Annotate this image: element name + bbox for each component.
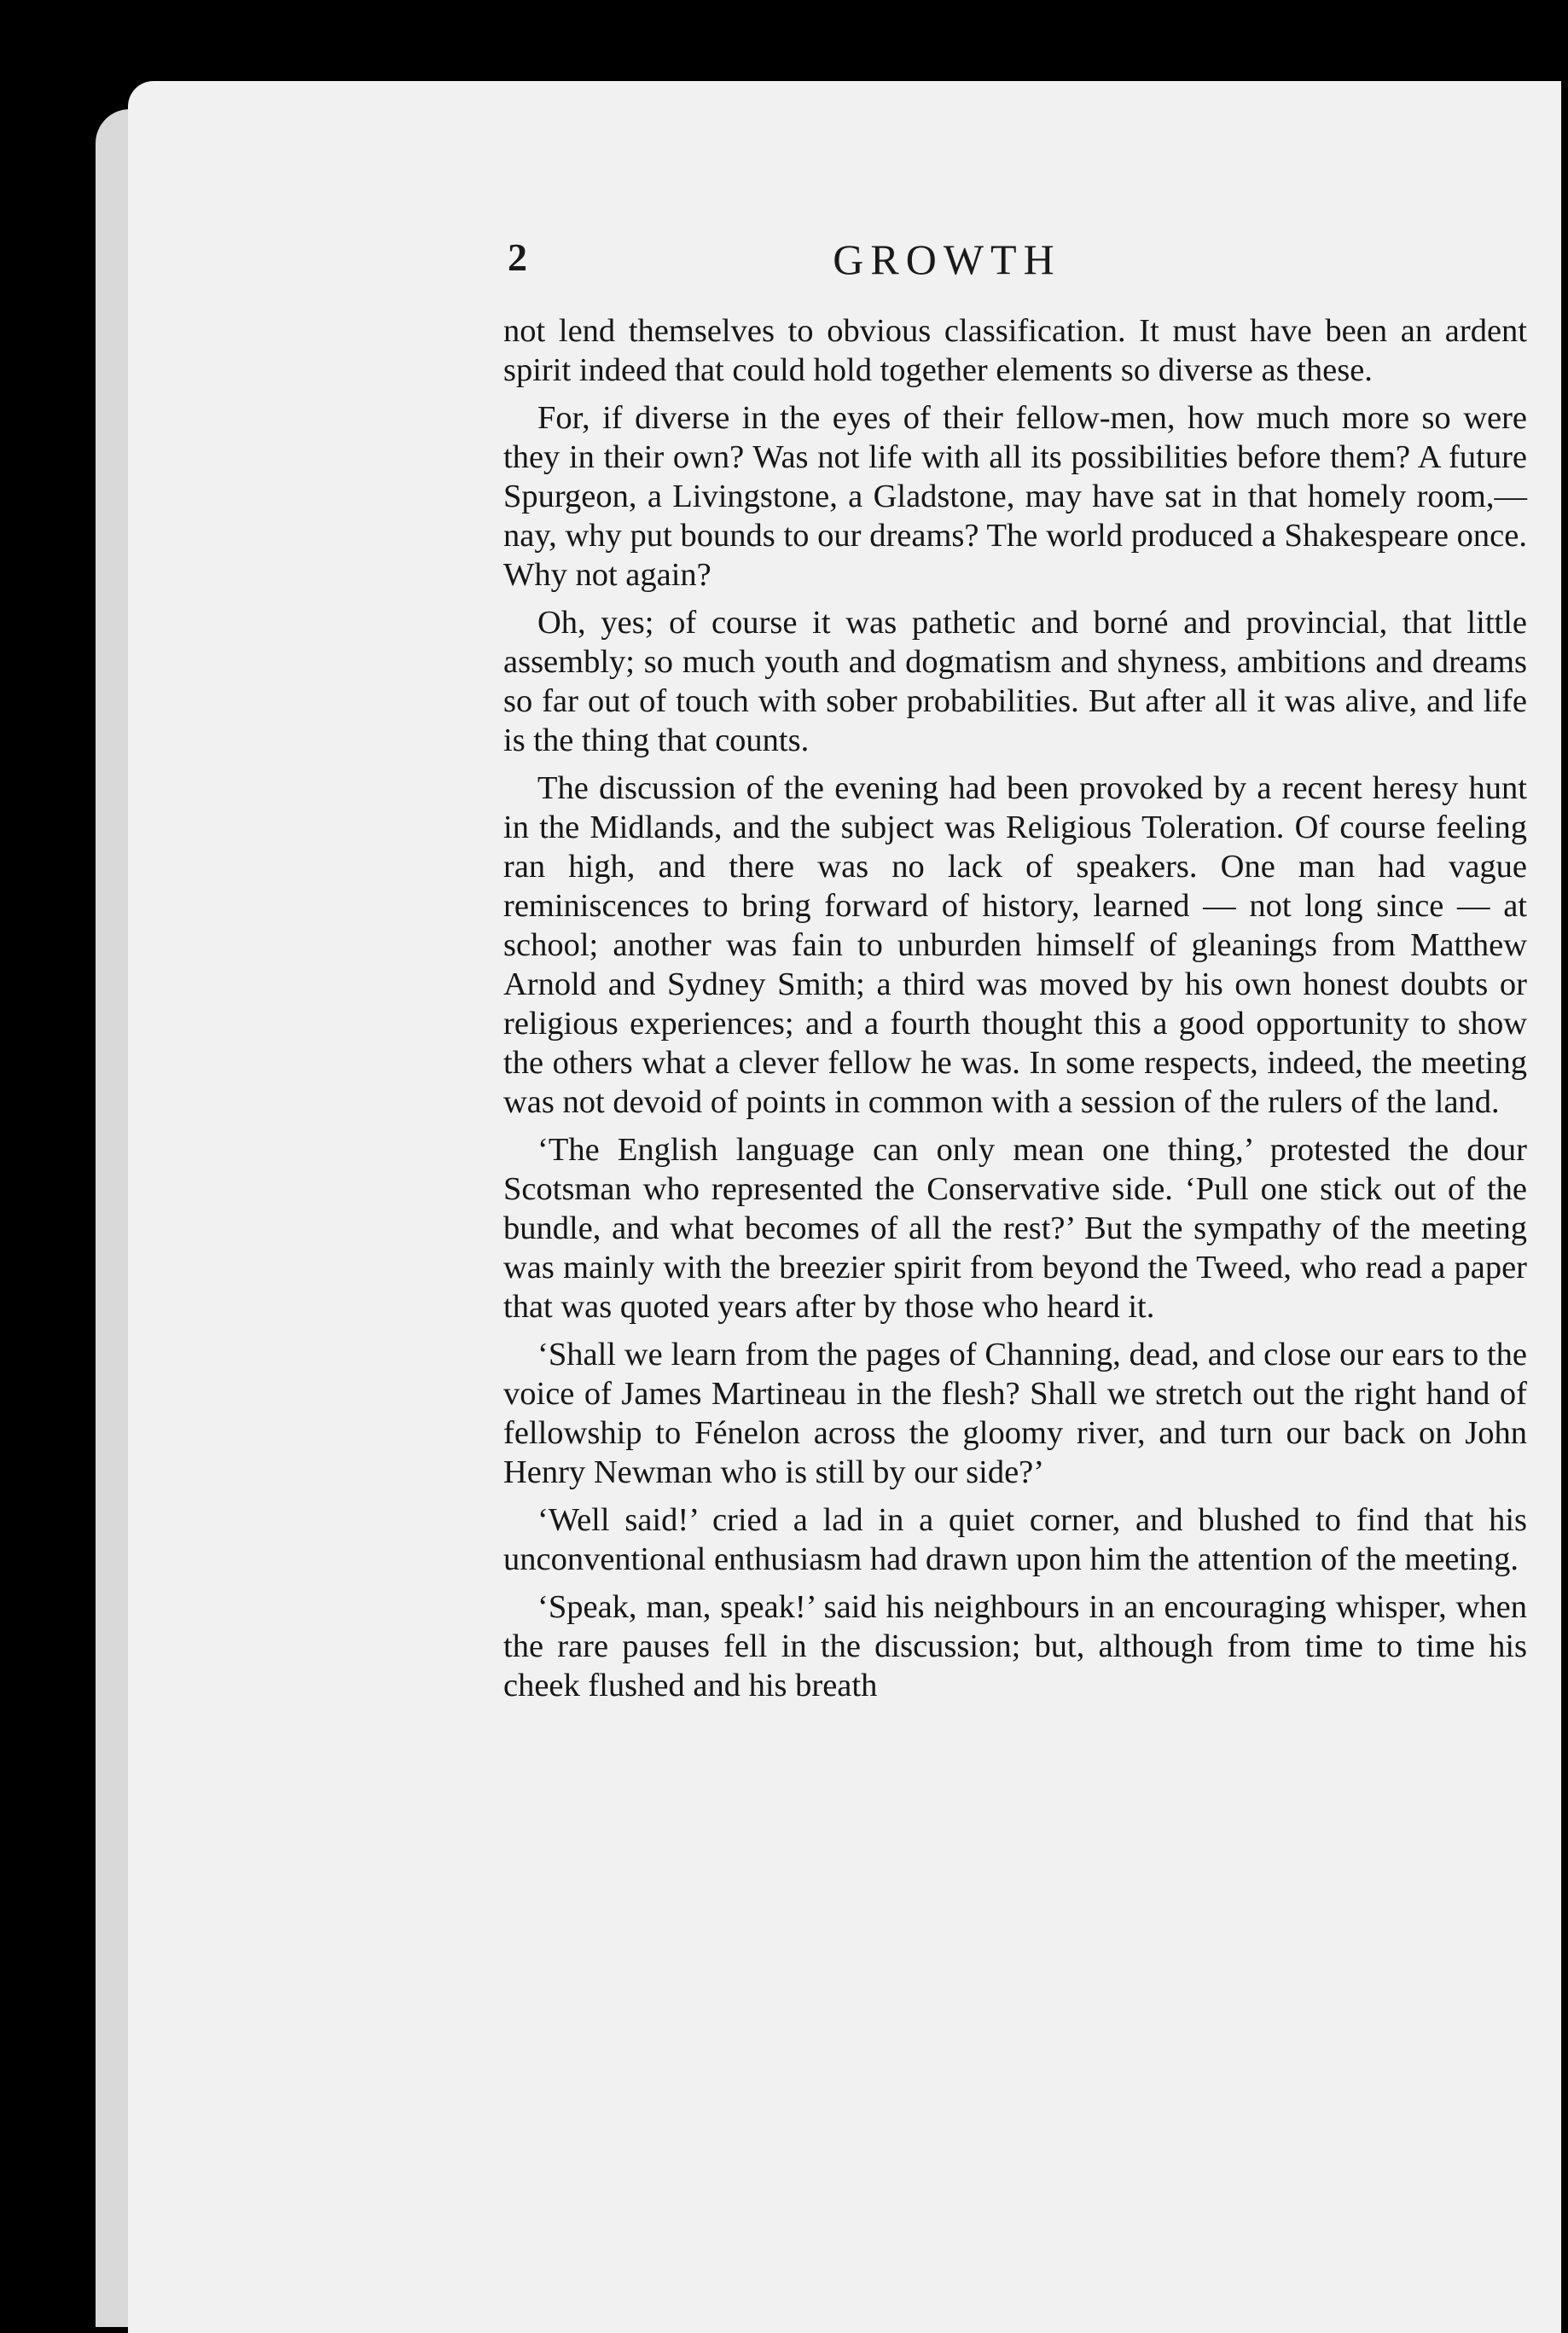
paragraph: The discussion of the evening had been provoked by a recent heresy hunt in the Midlands, and the subject was Religious Toleration. Of course feeling ran high, and there was no lack of speakers. One man had vague reminiscences to bring forward of history, learned — not long since — at school; another was fain to unburden himself of gleanings from Matthew Arnold and Sydney Smith; a third was moved by his own honest doubts or religious experiences; and a fourth thought this a good opportunity to show the others what a clever fellow he was. In some respects, indeed, the meeting was not devoid of points in common with a session of the rulers of the land. [503, 770, 1527, 1120]
paragraph: ‘The English language can only mean one thing,’ protested the dour Scotsman who represented the Conservative side. ‘Pull one stick out of the bundle, and what becomes of all the rest?’ But the sympathy of the meeting was mainly with the breezier spirit from beyond the Tweed, who read a paper that was quoted years after by those who heard it. [503, 1132, 1527, 1325]
paragraph: Oh, yes; of course it was pathetic and borné and provincial, that little assembly; so much youth and dogmatism and shyness, ambitions and dreams so far out of touch with sober probabilities. But after all it was alive, and life is the thing that counts. [503, 605, 1527, 758]
page-header [375, 235, 1519, 294]
paragraph: For, if diverse in the eyes of their fellow-men, how much more so were they in their own? Was not life with all its possibilities before them? A future Spurgeon, a Livingstone, a Gladstone, may have sat in that homely room,—nay, why put bounds to our dreams? The world produced a Shakespeare once. Why not again? [503, 400, 1527, 593]
paragraph: ‘Well said!’ cried a lad in a quiet corner, and blushed to find that his unconventional enthusiasm had drawn upon him the attention of the meeting. [503, 1502, 1527, 1577]
page-number: 2 [508, 235, 527, 279]
paragraph: ‘Speak, man, speak!’ said his neighbours in an encouraging whisper, when the rare pauses fell in the discussion; but, although from time to time his cheek flushed and his breath [503, 1589, 1527, 1703]
running-head: GROWTH [833, 235, 1061, 283]
paragraph: not lend themselves to obvious classification. It must have been an ardent spirit indeed that could hold together elements so diverse as these. [503, 313, 1527, 388]
paragraph: ‘Shall we learn from the pages of Channing, dead, and close our ears to the voice of James Martineau in the flesh? Shall we stretch out the right hand of fellowship to Fénelon across the gloomy river, and turn our back on John Henry Newman who is still by our side?’ [503, 1337, 1527, 1490]
body-text [503, 311, 1527, 1714]
